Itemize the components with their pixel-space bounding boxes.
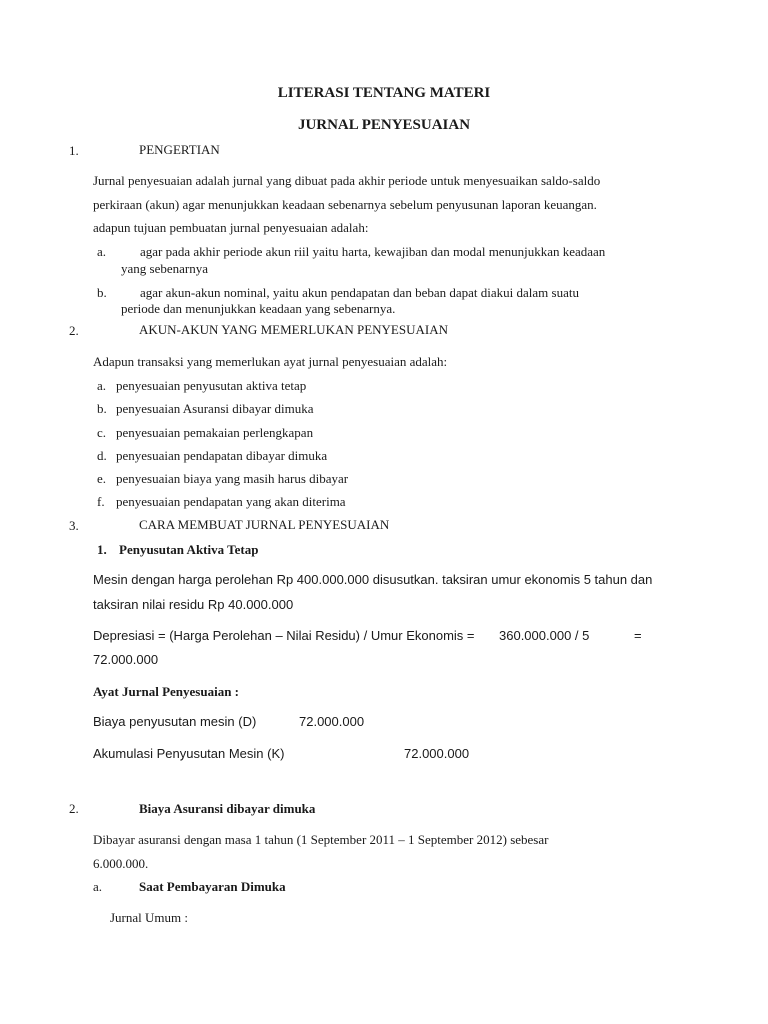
formula-calc: 360.000.000 / 5 <box>499 628 590 643</box>
section1-item-letter: b. <box>97 285 107 300</box>
debit-value: 72.000.000 <box>299 714 365 729</box>
jurnal-umum-label: Jurnal Umum : <box>110 910 188 925</box>
document-title-line1: LITERASI TENTANG MATERI <box>277 85 491 101</box>
sub1-para-line: Mesin dengan harga perolehan Rp 400.000.000 disusutkan. taksiran umur ekonomis 5 tahun dan <box>93 572 653 587</box>
debit-label: Biaya penyusutan mesin (D) <box>93 714 257 729</box>
sub2-para-line: Dibayar asuransi dengan masa 1 tahun (1 September 2011 – 1 September 2012) sebesar <box>93 832 549 847</box>
section1-para-line: Jurnal penyesuaian adalah jurnal yang dibuat pada akhir periode untuk menyesuaikan saldo-saldo <box>93 173 601 188</box>
section1-item-line: agar akun-akun nominal, yaitu akun pendapatan dan beban dapat diakui dalam suatu <box>140 285 579 300</box>
sub2-para-line: 6.000.000. <box>93 856 149 871</box>
section2-item-text: penyesuaian pendapatan dibayar dimuka <box>116 448 328 463</box>
section2-item-text: penyesuaian Asuransi dibayar dimuka <box>116 401 314 416</box>
section2-item-text: penyesuaian pemakaian perlengkapan <box>116 425 314 440</box>
section2-intro: Adapun transaksi yang memerlukan ayat jurnal penyesuaian adalah: <box>93 354 448 369</box>
credit-value: 72.000.000 <box>404 746 470 761</box>
section2-item-letter: b. <box>97 401 107 416</box>
section1-para-line: adapun tujuan pembuatan jurnal penyesuaian adalah: <box>93 220 369 235</box>
section1-heading: PENGERTIAN <box>139 142 220 157</box>
sub2-heading: Biaya Asuransi dibayar dimuka <box>139 801 316 816</box>
section1-item-line: periode dan menunjukkan keadaan yang sebenarnya. <box>121 301 396 316</box>
section1-item-line: agar pada akhir periode akun riil yaitu harta, kewajiban dan modal menunjukkan keadaan <box>140 244 606 259</box>
section2-item-letter: f. <box>97 494 105 509</box>
section2-number: 2. <box>69 323 79 338</box>
section2-item-text: penyesuaian biaya yang masih harus dibayar <box>116 471 349 486</box>
section1-para-line: perkiraan (akun) agar menunjukkan keadaan sebenarnya sebelum penyusunan laporan keuangan. <box>93 197 597 212</box>
credit-label: Akumulasi Penyusutan Mesin (K) <box>93 746 285 761</box>
sub1-number: 1. <box>97 542 107 557</box>
section2-heading: AKUN-AKUN YANG MEMERLUKAN PENYESUAIAN <box>139 322 448 337</box>
document-title-line2: JURNAL PENYESUAIAN <box>297 117 471 133</box>
sub2-number: 2. <box>69 801 79 816</box>
section2-item-letter: a. <box>97 378 107 393</box>
section2-item-text: penyesuaian pendapatan yang akan diterima <box>116 494 346 509</box>
section3-number: 3. <box>69 518 79 533</box>
section1-number: 1. <box>69 143 79 158</box>
sub1-heading: Penyusutan Aktiva Tetap <box>119 542 259 557</box>
sub1-para-line: taksiran nilai residu Rp 40.000.000 <box>93 597 294 612</box>
section3-heading: CARA MEMBUAT JURNAL PENYESUAIAN <box>139 517 390 532</box>
formula-equals: = <box>634 628 642 643</box>
sub2-a-letter: a. <box>93 879 103 894</box>
section2-item-letter: c. <box>97 425 107 440</box>
formula-text: Depresiasi = (Harga Perolehan – Nilai Residu) / Umur Ekonomis = <box>93 628 475 643</box>
section2-item-letter: e. <box>97 471 107 486</box>
section2-item-text: penyesuaian penyusutan aktiva tetap <box>116 378 307 393</box>
section1-item-letter: a. <box>97 244 107 259</box>
ayat-jurnal-heading: Ayat Jurnal Penyesuaian : <box>93 684 240 699</box>
sub2-a-heading: Saat Pembayaran Dimuka <box>139 879 286 894</box>
section2-item-letter: d. <box>97 448 107 463</box>
formula-result: 72.000.000 <box>93 652 159 667</box>
section1-item-line: yang sebenarnya <box>121 261 208 276</box>
